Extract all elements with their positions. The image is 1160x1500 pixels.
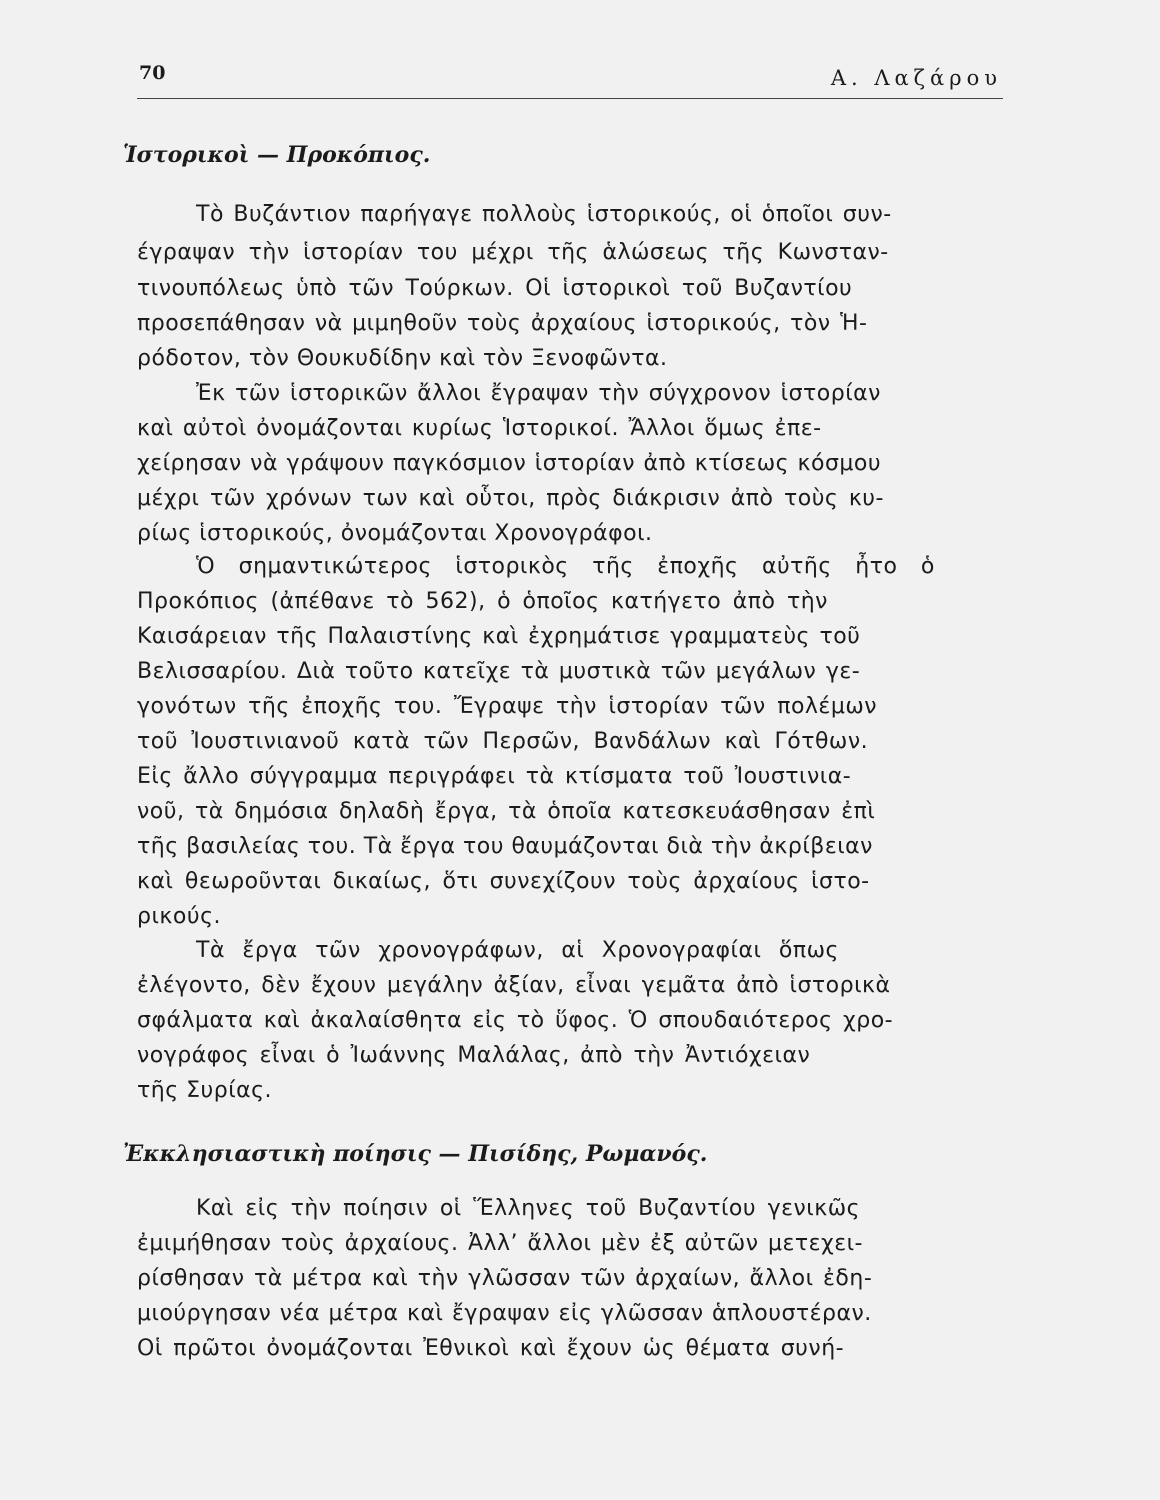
text-line: τινουπόλεως ὑπὸ τῶν Τούρκων. Οἱ ἱστορικοὶ τοῦ Βυζαντίου <box>137 276 853 301</box>
text-line: ρίως ἱστορικούς, ὀνομάζονται Χρονογράφοι. <box>137 521 653 546</box>
text-line: τῆς Συρίας. <box>137 1078 273 1103</box>
text-line: Καὶ εἰς τὴν ποίησιν οἱ Ἕλληνες τοῦ Βυζαντίου γενικῶς <box>196 1196 861 1221</box>
text-line: μιούργησαν νέα μέτρα καὶ ἔγραψαν εἰς γλῶσσαν ἁπλουστέραν. <box>137 1301 872 1326</box>
header-rule <box>137 98 1003 99</box>
text-line: καὶ θεωροῦνται δικαίως, ὅτι συνεχίζουν τοὺς ἀρχαίους ἱστο- <box>137 869 870 894</box>
text-line: χείρησαν νὰ γράψουν παγκόσμιον ἱστορίαν ἀπὸ κτίσεως κόσμου <box>137 451 882 476</box>
text-line: σφάλματα καὶ ἀκαλαίσθητα εἰς τὸ ὕφος. Ὁ σπουδαιότερος χρο- <box>137 1008 894 1033</box>
text-line: νοῦ, τὰ δημόσια δηλαδὴ ἔργα, τὰ ὁποῖα κατεσκευάσθησαν ἐπὶ <box>137 799 876 824</box>
text-line: Βελισσαρίου. Διὰ τοῦτο κατεῖχε τὰ μυστικὰ τῶν μεγάλων γε- <box>137 659 861 684</box>
text-line: ρίσθησαν τὰ μέτρα καὶ τὴν γλῶσσαν τῶν ἀρχαίων, ἄλλοι ἐδη- <box>137 1266 873 1291</box>
text-line: ρόδοτον, τὸν Θουκυδίδην καὶ τὸν Ξενοφῶντα. <box>137 346 668 371</box>
text-line: Εἰς ἄλλο σύγγραμμα περιγράφει τὰ κτίσματα τοῦ Ἰουστινια- <box>137 764 852 789</box>
running-head-author: Α. Λαζάρου <box>830 66 1002 90</box>
text-line: Τὸ Βυζάντιον παρήγαγε πολλοὺς ἱστορικούς, οἱ ὁποῖοι συν- <box>196 202 892 227</box>
section-heading-historians: Ἱστορικοὶ — Προκόπιος. <box>123 142 431 168</box>
text-line: τοῦ Ἰουστινιανοῦ κατὰ τῶν Περσῶν, Βανδάλων καὶ Γότθων. <box>137 729 869 754</box>
page-number: 70 <box>139 62 166 84</box>
text-line: νογράφος εἶναι ὁ Ἰωάννης Μαλάλας, ἀπὸ τὴν Ἀντιόχειαν <box>137 1043 811 1068</box>
text-line: τῆς βασιλείας του. Τὰ ἔργα του θαυμάζονται διὰ τὴν ἀκρίβειαν <box>137 834 873 859</box>
text-line: προσεπάθησαν νὰ μιμηθοῦν τοὺς ἀρχαίους ἱστορικούς, τὸν Ἡ- <box>137 311 868 336</box>
text-line: Ἐκ τῶν ἱστορικῶν ἄλλοι ἔγραψαν τὴν σύγχρονον ἱστορίαν <box>196 381 881 406</box>
text-line: μέχρι τῶν χρόνων των καὶ οὗτοι, πρὸς διάκρισιν ἀπὸ τοὺς κυ- <box>137 486 884 511</box>
text-line: Καισάρειαν τῆς Παλαιστίνης καὶ ἐχρημάτισε γραμματεὺς τοῦ <box>137 624 861 649</box>
text-line: καὶ αὐτοὶ ὀνομάζονται κυρίως Ἱστορικοί. Ἄλλοι ὅμως ἐπε- <box>137 416 822 441</box>
text-line: Τὰ ἔργα τῶν χρονογράφων, αἱ Χρονογραφίαι ὅπως <box>196 938 839 963</box>
text-line: Προκόπιος (ἀπέθανε τὸ 562), ὁ ὁποῖος κατήγετο ἀπὸ τὴν <box>137 589 828 614</box>
text-line: ἐμιμήθησαν τοὺς ἀρχαίους. Ἀλλ’ ἄλλοι μὲν ἐξ αὐτῶν μετεχει- <box>137 1231 863 1256</box>
text-line: Οἱ πρῶτοι ὀνομάζονται Ἐθνικοὶ καὶ ἔχουν ὡς θέματα συνή- <box>137 1336 845 1361</box>
text-line: ρικούς. <box>137 904 221 929</box>
section-heading-church-poetry: Ἐκκλησιαστικὴ ποίησις — Πισίδης, Ρωμανός. <box>123 1141 708 1167</box>
text-line: Ὁ σημαντικώτερος ἱστορικὸς τῆς ἐποχῆς αὐτῆς ἦτο ὁ <box>196 554 935 579</box>
text-line: γονότων τῆς ἐποχῆς του. Ἔγραψε τὴν ἱστορίαν τῶν πολέμων <box>137 694 878 719</box>
text-line: ἐλέγοντο, δὲν ἔχουν μεγάλην ἀξίαν, εἶναι γεμᾶτα ἀπὸ ἱστορικὰ <box>137 973 891 998</box>
text-line: έγραψαν τὴν ἱστορίαν του μέχρι τῆς ἁλώσεως τῆς Κωνσταν- <box>137 240 889 265</box>
